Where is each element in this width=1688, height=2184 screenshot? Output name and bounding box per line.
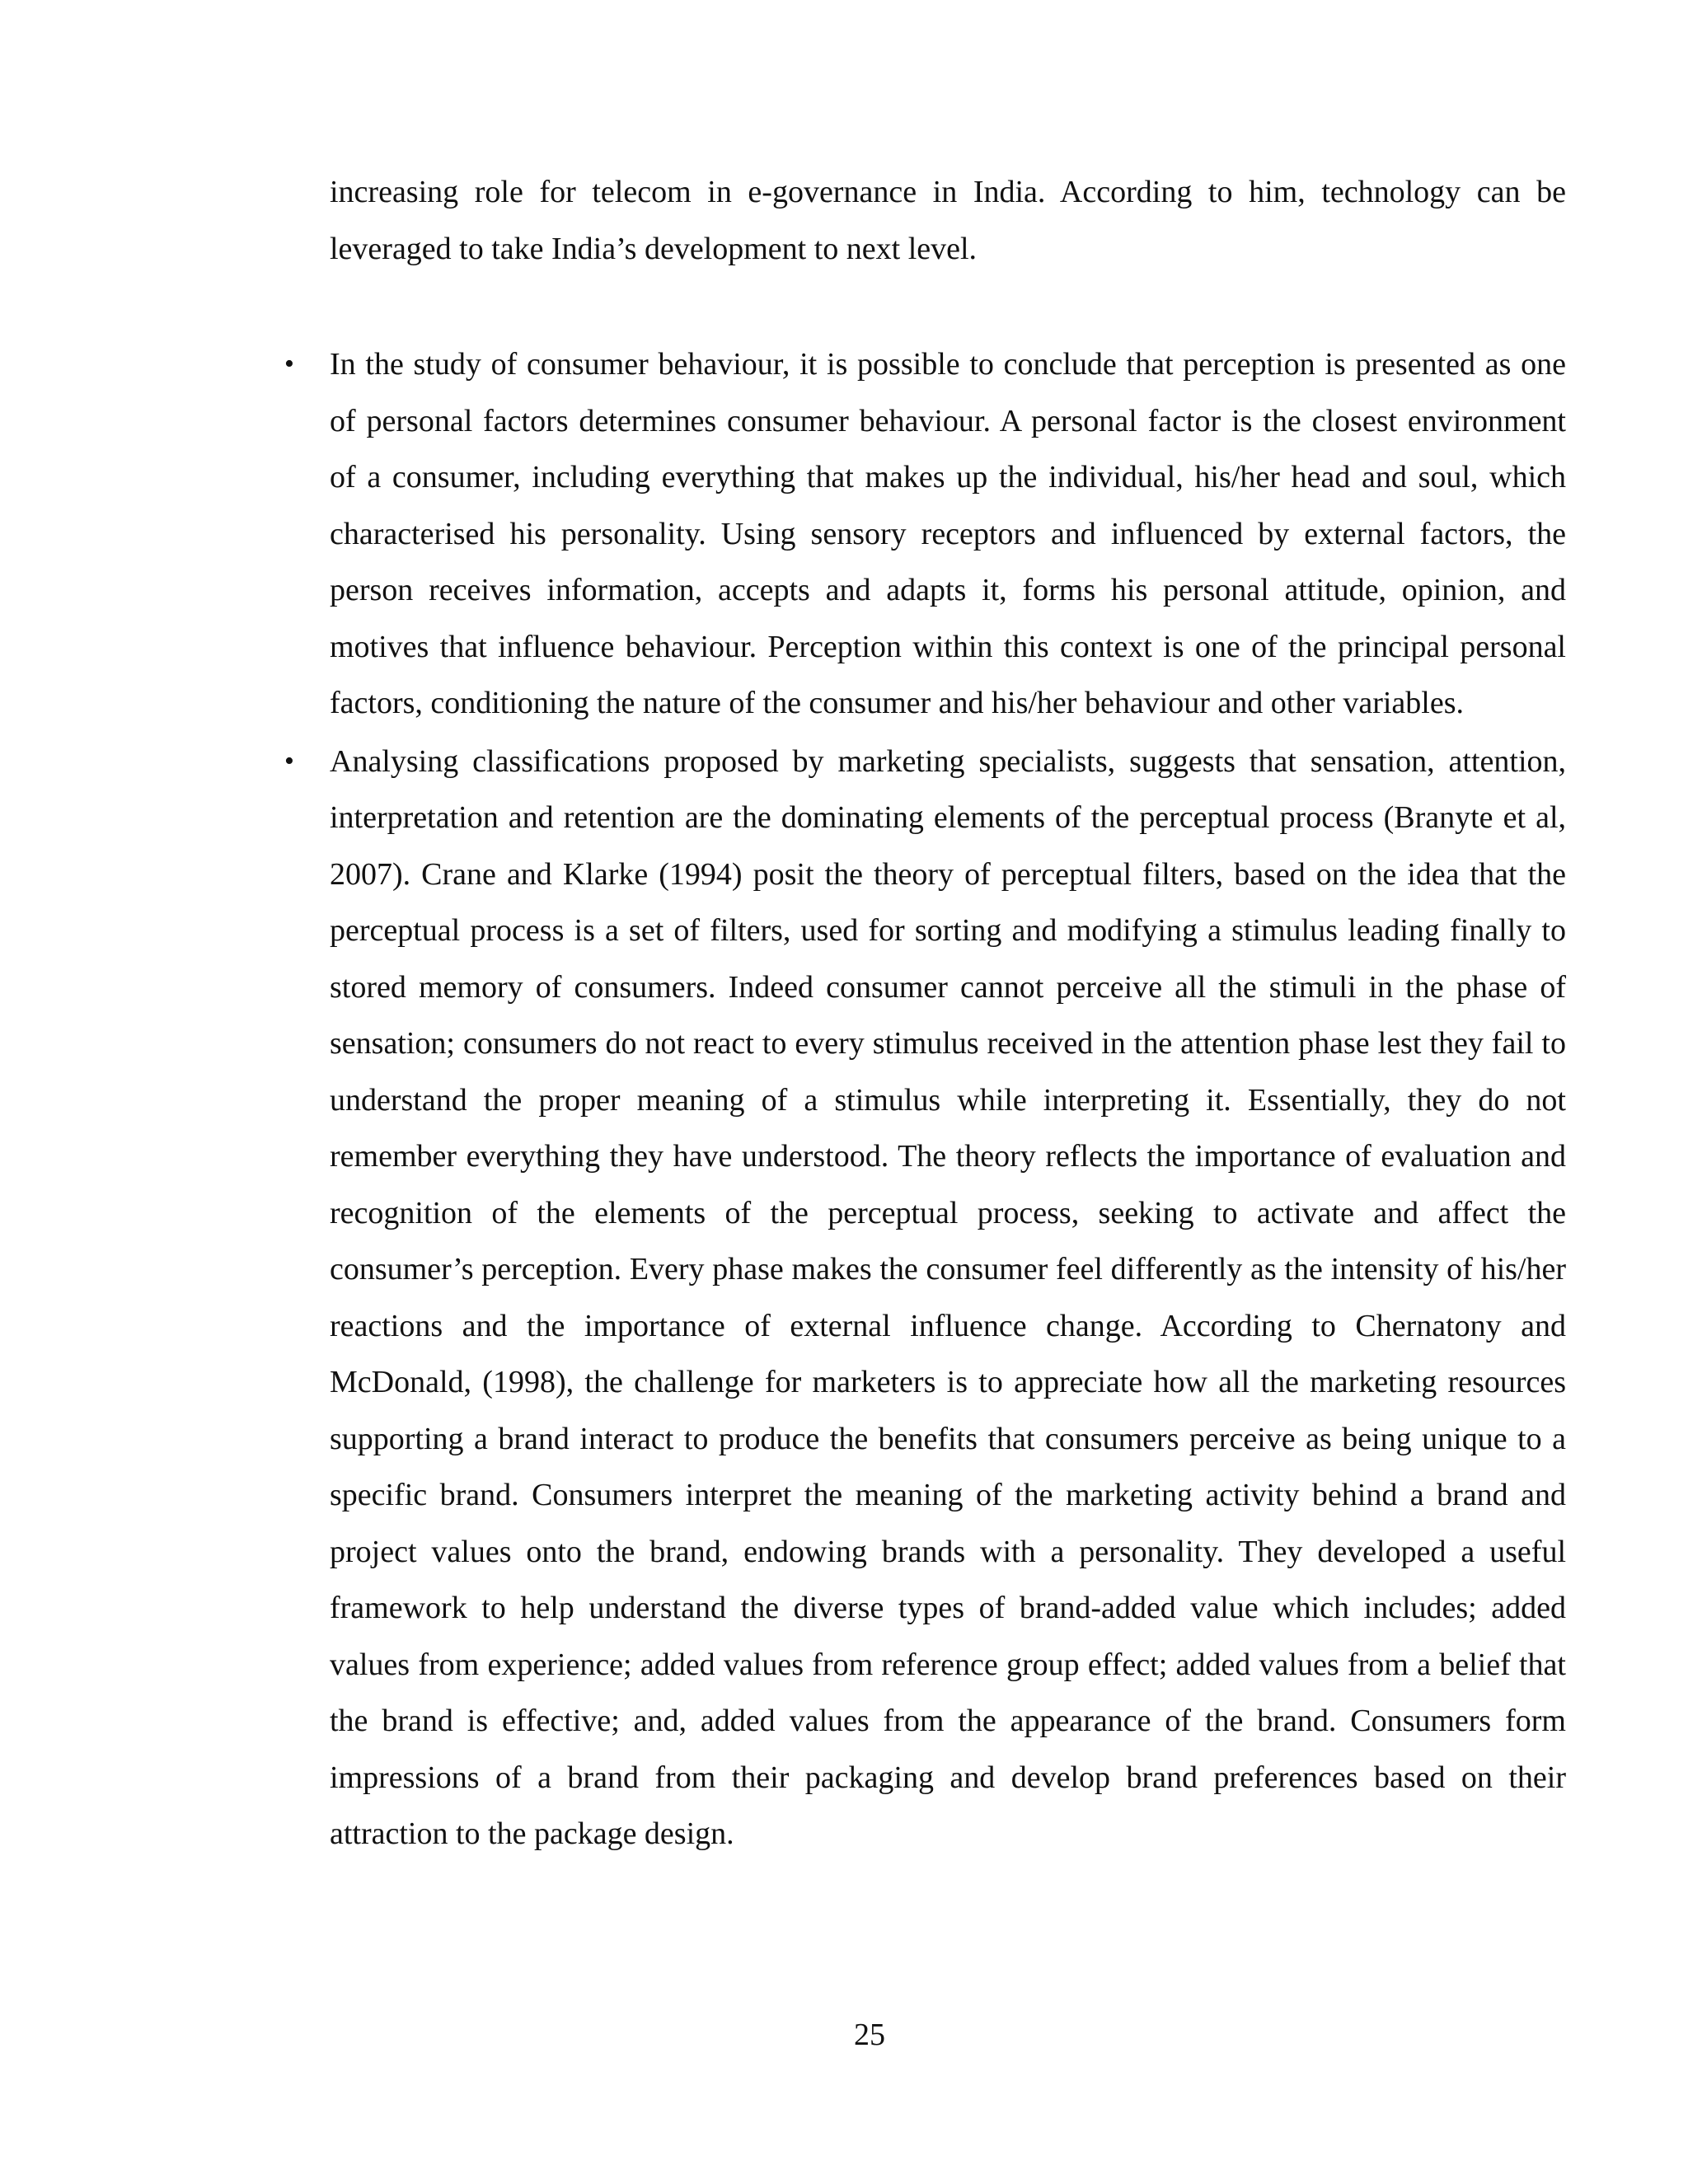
bullet-icon: •: [284, 349, 294, 379]
bullet-text-consumer-behaviour: In the study of consumer behaviour, it is possible to conclude that perception is presented as one of personal factors determines consumer behaviour. A personal factor is the closest environment of a consumer, including everything that makes up the individual, his/her head and soul, which characterised his personality. Using sensory receptors and influenced by external factors, the person receives information, accepts and adapts it, forms his personal attitude, opinion, and motives that influence behaviour. Perception within this context is one of the principal personal factors, conditioning the nature of the consumer and his/her behaviour and other variables.: [330, 347, 1566, 720]
list-item: [277, 733, 1566, 1863]
list-item: [277, 336, 1566, 732]
bullet-text-perceptual-process: Analysing classifications proposed by marketing specialists, suggests that sensation, attention, interpretation and retention are the dominating elements of the perceptual process (Branyte et al, 2007). Crane and Klarke (1994) posit the theory of perceptual filters, based on the idea that the perceptual process is a set of filters, used for sorting and modifying a stimulus leading finally to stored memory of consumers. Indeed consumer cannot perceive all the stimuli in the phase of sensation; consumers do not react to every stimulus received in the attention phase lest they fail to understand the proper meaning of a stimulus while interpreting it. Essentially, they do not remember everything they have understood. The theory reflects the importance of evaluation and recognition of the elements of the perceptual process, seeking to activate and affect the consumer’s perception. Every phase makes the consumer feel differently as the intensity of his/her reactions and the importance of external influence change. According to Chernatony and McDonald, (1998), the challenge for marketers is to appreciate how all the marketing resources supporting a brand interact to produce the benefits that consumers perceive as being unique to a specific brand. Consumers interpret the meaning of the marketing activity behind a brand and project values onto the brand, endowing brands with a personality. They developed a useful framework to help understand the diverse types of brand-added value which includes; added values from experience; added values from reference group effect; added values from a belief that the brand is effective; and, added values from the appearance of the brand. Consumers form impressions of a brand from their packaging and develop brand preferences based on their attraction to the package design.: [330, 743, 1566, 1851]
page-number: 25: [854, 2018, 885, 2052]
intro-paragraph: increasing role for telecom in e-governance in India. According to him, technology can be leveraged to take India’s development to next level.: [330, 175, 1566, 266]
bullet-icon: •: [284, 745, 294, 776]
bullet-list: [277, 336, 1566, 1863]
